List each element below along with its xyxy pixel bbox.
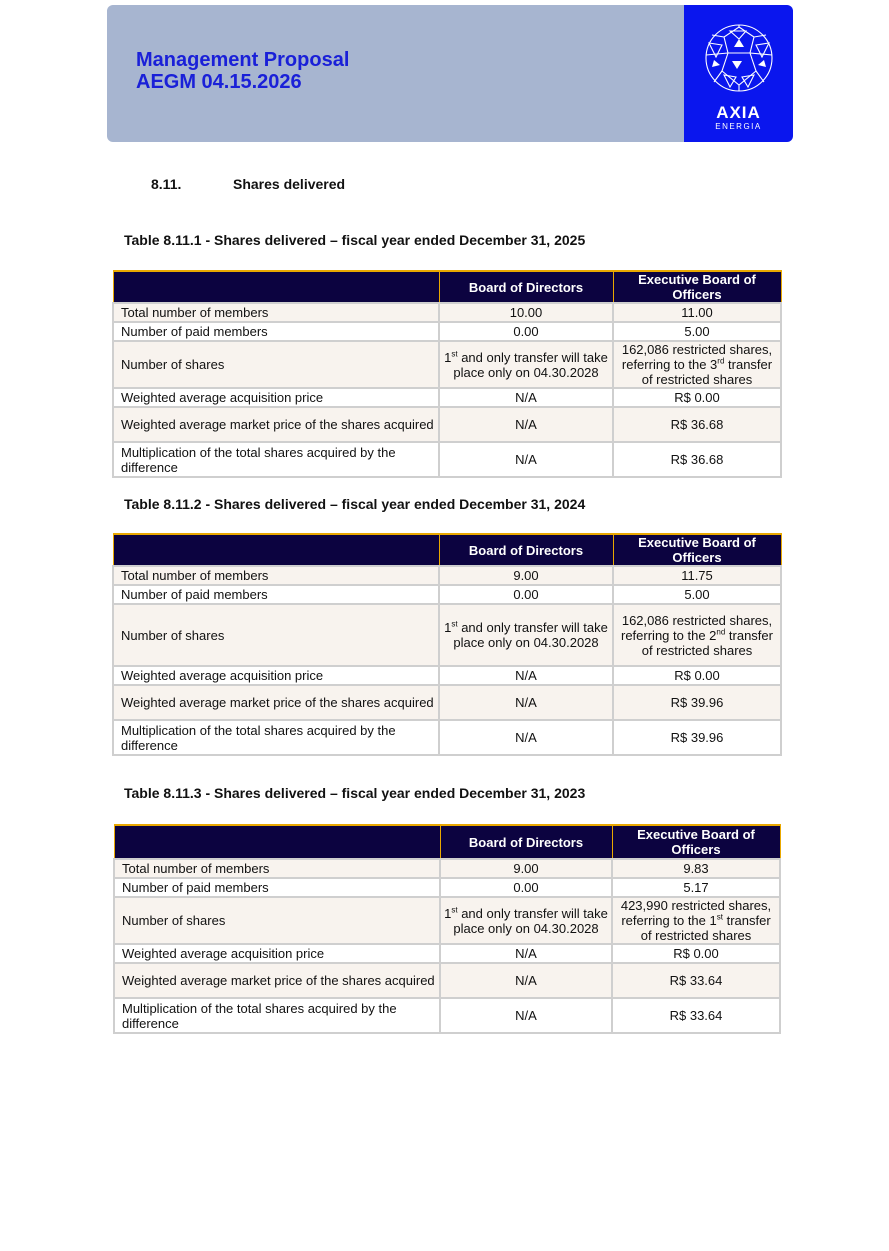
cell-exec: 423,990 restricted shares, referring to the 1st transfer of restricted shares (612, 897, 780, 944)
row-label: Multiplication of the total shares acquired by the difference (113, 442, 439, 477)
table-row (114, 878, 780, 897)
cell-exec: 162,086 restricted shares, referring to the 3rd transfer of restricted shares (613, 341, 781, 388)
table-row (113, 666, 781, 685)
table-caption: Table 8.11.1 - Shares delivered – fiscal year ended December 31, 2025 (124, 232, 586, 248)
row-label: Multiplication of the total shares acquired by the difference (113, 720, 439, 755)
table-row (113, 566, 781, 585)
cell-exec: R$ 33.64 (612, 998, 780, 1033)
table-row (113, 685, 781, 720)
table-row (114, 963, 780, 998)
row-label: Number of shares (113, 604, 439, 666)
table-row (114, 897, 780, 944)
cell-board: 0.00 (439, 585, 613, 604)
cell-board: 1st and only transfer will take place only on 04.30.2028 (439, 604, 613, 666)
table-row (113, 388, 781, 407)
row-label: Number of paid members (114, 878, 440, 897)
section-number: 8.11. (151, 176, 182, 192)
document-title (136, 49, 349, 93)
column-header-board: Board of Directors (439, 534, 613, 566)
row-label: Number of shares (114, 897, 440, 944)
cell-board: N/A (440, 998, 612, 1033)
row-label: Weighted average acquisition price (113, 388, 439, 407)
cell-exec: 5.17 (612, 878, 780, 897)
row-label: Number of paid members (113, 585, 439, 604)
cell-board: N/A (439, 407, 613, 442)
table-row (113, 585, 781, 604)
column-header-label (113, 534, 439, 566)
cell-exec: R$ 33.64 (612, 963, 780, 998)
row-label: Number of paid members (113, 322, 439, 341)
company-logo (684, 5, 793, 142)
cell-board: N/A (439, 666, 613, 685)
cell-board: 9.00 (440, 859, 612, 878)
cell-exec: R$ 36.68 (613, 442, 781, 477)
table-row (113, 604, 781, 666)
cell-exec: R$ 0.00 (613, 666, 781, 685)
cell-exec: 9.83 (612, 859, 780, 878)
cell-exec: 11.00 (613, 303, 781, 322)
table-row (114, 859, 780, 878)
row-label: Total number of members (113, 303, 439, 322)
row-label: Weighted average market price of the shares acquired (114, 963, 440, 998)
section-title: Shares delivered (233, 176, 346, 192)
section-heading (151, 176, 345, 192)
cell-board: N/A (440, 944, 612, 963)
table-row (113, 720, 781, 755)
cell-board: N/A (439, 388, 613, 407)
column-header-label (114, 825, 440, 859)
cell-exec: R$ 39.96 (613, 685, 781, 720)
cell-board: N/A (440, 963, 612, 998)
cell-exec: 11.75 (613, 566, 781, 585)
table-row (114, 944, 780, 963)
globe-icon (684, 5, 793, 103)
row-label: Weighted average acquisition price (113, 666, 439, 685)
title-line-2: AEGM 04.15.2026 (136, 71, 302, 93)
row-label: Number of shares (113, 341, 439, 388)
cell-board: N/A (439, 720, 613, 755)
cell-exec: 162,086 restricted shares, referring to the 2nd transfer of restricted shares (613, 604, 781, 666)
row-label: Weighted average acquisition price (114, 944, 440, 963)
cell-exec: R$ 36.68 (613, 407, 781, 442)
column-header-board: Board of Directors (440, 825, 612, 859)
cell-board: N/A (439, 685, 613, 720)
row-label: Weighted average market price of the shares acquired (113, 407, 439, 442)
shares-table-2023 (113, 824, 781, 1034)
table-row (114, 998, 780, 1033)
cell-exec: R$ 0.00 (613, 388, 781, 407)
cell-exec: R$ 0.00 (612, 944, 780, 963)
column-header-exec: Executive Board of Officers (613, 271, 781, 303)
cell-board: N/A (439, 442, 613, 477)
row-label: Weighted average market price of the shares acquired (113, 685, 439, 720)
cell-board: 0.00 (439, 322, 613, 341)
shares-table-2025 (112, 270, 782, 478)
cell-board: 0.00 (440, 878, 612, 897)
cell-exec: R$ 39.96 (613, 720, 781, 755)
table-caption: Table 8.11.3 - Shares delivered – fiscal year ended December 31, 2023 (124, 785, 586, 801)
cell-exec: 5.00 (613, 585, 781, 604)
table-caption: Table 8.11.2 - Shares delivered – fiscal year ended December 31, 2024 (124, 496, 586, 512)
column-header-board: Board of Directors (439, 271, 613, 303)
table-row (113, 322, 781, 341)
cell-exec: 5.00 (613, 322, 781, 341)
cell-board: 1st and only transfer will take place only on 04.30.2028 (439, 341, 613, 388)
column-header-exec: Executive Board of Officers (613, 534, 781, 566)
table-row (113, 303, 781, 322)
column-header-exec: Executive Board of Officers (612, 825, 780, 859)
row-label: Multiplication of the total shares acquired by the difference (114, 998, 440, 1033)
logo-subtitle: ENERGIA (715, 122, 762, 131)
shares-table-2024 (112, 533, 782, 756)
table-row (113, 407, 781, 442)
row-label: Total number of members (113, 566, 439, 585)
logo-wordmark: AXIA (716, 103, 761, 122)
cell-board: 9.00 (439, 566, 613, 585)
column-header-label (113, 271, 439, 303)
table-row (113, 341, 781, 388)
row-label: Total number of members (114, 859, 440, 878)
cell-board: 1st and only transfer will take place only on 04.30.2028 (440, 897, 612, 944)
table-row (113, 442, 781, 477)
cell-board: 10.00 (439, 303, 613, 322)
title-line-1: Management Proposal (136, 49, 350, 71)
